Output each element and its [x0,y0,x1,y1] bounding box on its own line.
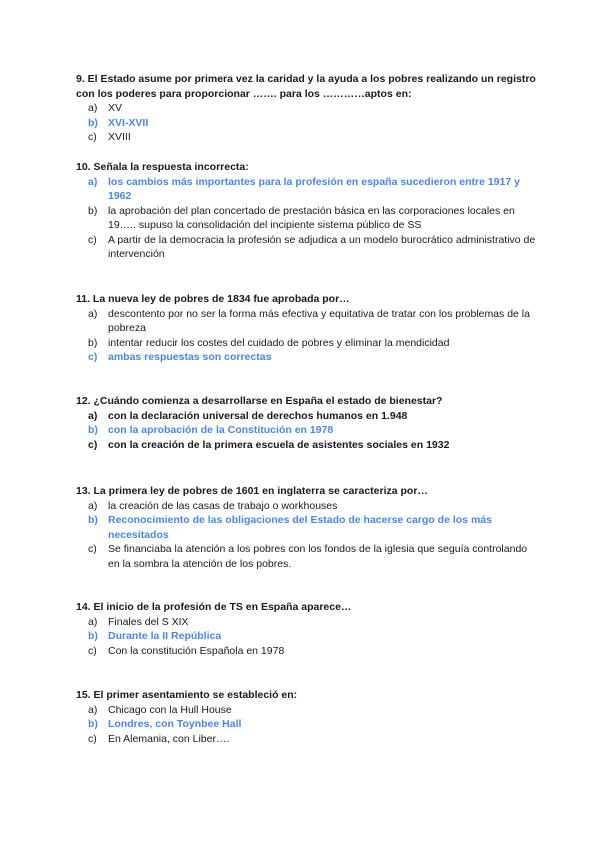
question-9 [76,72,536,145]
option-letter: a) [88,409,98,422]
option-text: Se financiaba la atención a los pobres con los fondos de la iglesia que seguía controlando en la sombra la atención de los pobres. [108,543,528,570]
question-title: 9. El Estado asume por primera vez la caridad y la ayuda a los pobres realizando un registro con los poderes para proporcionar ……. para los …………aptos en: [76,73,536,100]
option-text: con la aprobación de la Constitución en 1978 [108,424,334,436]
question-title: 13. La primera ley de pobres de 1601 en inglaterra se caracteriza por… [76,485,428,497]
option-c [76,732,536,747]
option-text: descontento por no ser la forma más efectiva y equitativa de tratar con los problemas de la pobreza [108,307,530,334]
question-14 [76,600,536,658]
question-13 [76,484,536,571]
option-letter: a) [88,703,98,716]
option-letter: a) [88,102,98,114]
option-text: XV [108,102,123,114]
option-text: Londres, con Toynbee Hall [108,718,242,730]
option-b [76,204,536,233]
option-c-correct [76,350,536,365]
option-text: ambas respuestas son correctas [108,351,272,363]
option-a [76,499,536,514]
option-letter: c) [88,131,97,143]
option-text: intentar reducir los costes del cuidado de pobres y eliminar la mendicidad [108,336,450,349]
option-text: Con la constitución Española en 1978 [108,644,285,657]
option-text: los cambios más importantes para la profesión en españa sucedieron entre 1917 y 1962 [108,175,520,202]
option-text: A partir de la democracia la profesión se adjudica a un modelo burocrático administrativo de intervención [108,233,536,260]
option-letter: c) [88,233,97,246]
question-title: 15. El primer asentamiento se estableció en: [76,689,298,701]
option-a [76,703,536,718]
option-text: En Alemania, con Liber…. [108,732,230,745]
option-text: Reconocimiento de las obligaciones del Estado de hacerse cargo de los más necesitados [108,514,492,541]
option-letter: b) [88,630,98,642]
question-title: 14. El inicio de la profesión de TS en España aparece… [76,601,352,613]
option-text: XVI-XVII [108,116,149,129]
option-b-correct [76,513,536,542]
option-c [76,130,536,145]
option-b [76,336,536,351]
option-letter: b) [88,336,98,349]
option-letter: b) [88,116,98,129]
option-letter: a) [88,499,98,512]
option-b-correct [76,629,536,644]
option-letter: c) [88,644,97,657]
option-c [76,438,536,453]
option-text: con la declaración universal de derechos humanos en 1.948 [108,409,408,422]
question-12 [76,394,536,452]
option-letter: c) [88,438,98,451]
option-text: Finales del S XIX [108,615,189,628]
option-c [76,644,536,659]
option-a-correct [76,175,536,204]
option-a [76,307,536,336]
option-b-correct [76,423,536,438]
option-text: la creación de las casas de trabajo o workhouses [108,499,338,512]
option-letter: c) [88,732,97,745]
option-text: la aprobación del plan concertado de prestación básica en las corporaciones locales en 19….. supuso la consolidación del incipiente sistema público de SS [108,204,515,231]
option-text: Chicago con la Hull House [108,703,232,716]
option-letter: c) [88,543,97,555]
question-10 [76,160,536,262]
option-a [76,101,536,116]
question-title: 11. La nueva ley de pobres de 1834 fue aprobada por… [76,293,350,305]
option-letter: a) [88,615,98,628]
option-letter: c) [88,351,98,363]
option-text: Durante la II República [108,630,222,642]
option-letter: b) [88,718,98,730]
option-text: XVIII [108,131,131,143]
option-letter: b) [88,514,98,526]
option-letter: b) [88,204,98,217]
option-b-correct [76,116,536,131]
option-letter: b) [88,424,98,436]
question-title: 12. ¿Cuándo comienza a desarrollarse en España el estado de bienestar? [76,395,443,407]
option-a [76,615,536,630]
question-11 [76,292,536,365]
option-letter: a) [88,307,98,320]
option-text: con la creación de la primera escuela de asistentes sociales en 1932 [108,438,450,451]
option-a [76,409,536,424]
question-15 [76,688,536,746]
option-c [76,542,536,571]
option-letter: a) [88,175,98,188]
question-title: 10. Señala la respuesta incorrecta: [76,161,249,173]
option-c [76,233,536,262]
option-b-correct [76,717,536,732]
